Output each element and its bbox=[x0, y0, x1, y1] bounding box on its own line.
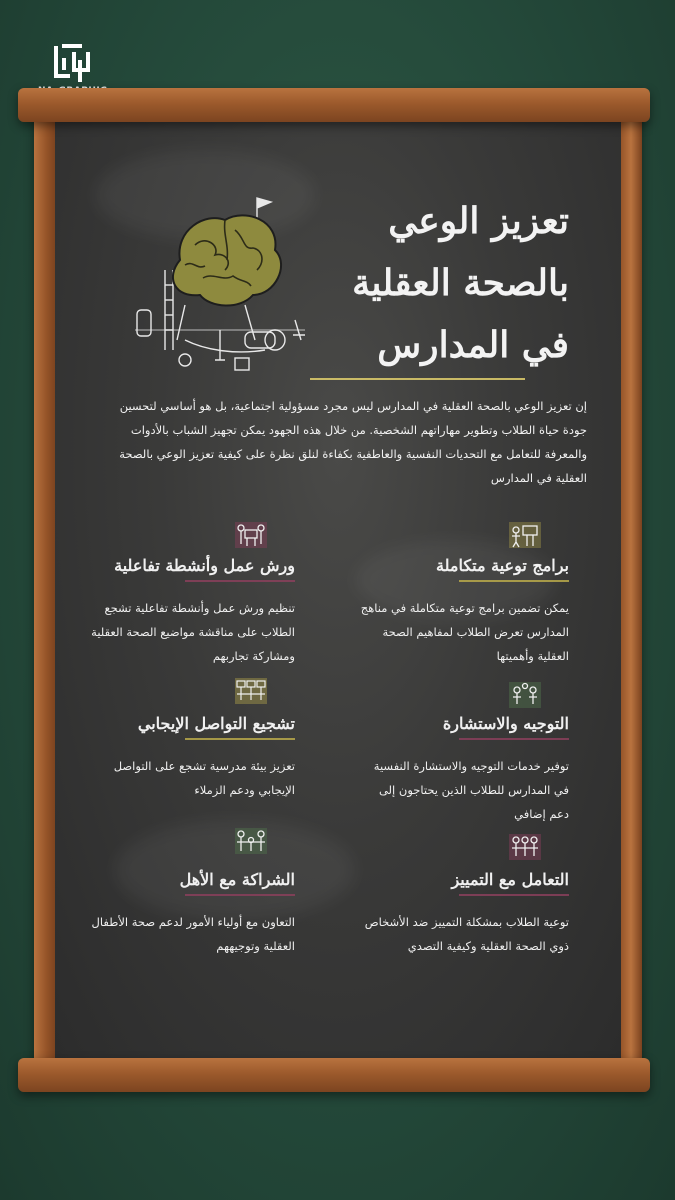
item-underline bbox=[185, 738, 295, 740]
item-workshops bbox=[85, 554, 295, 668]
item-title: ورش عمل وأنشطة تفاعلية bbox=[114, 556, 295, 575]
item-underline bbox=[459, 894, 569, 896]
item-body: تعزيز بيئة مدرسية تشجع على التواصل الإيجابي ودعم الزملاء bbox=[113, 759, 295, 797]
item-body: توعية الطلاب بمشكلة التمييز ضد الأشخاص ذوي الصحة العقلية وكيفية التصدي bbox=[364, 915, 569, 953]
item-counseling bbox=[359, 712, 569, 826]
title-line-1: تعزيز الوعي bbox=[388, 200, 569, 242]
item-body: التعاون مع أولياء الأمور لدعم صحة الأطفال العقلية وتوجيههم bbox=[91, 915, 295, 953]
frame-left bbox=[34, 110, 56, 1070]
intro-paragraph: إن تعزيز الوعي بالصحة العقلية في المدارس ليس مجرد مسؤولية اجتماعية، بل هو أساسي لتحسين جودة حياة الطلاب وتطوير مهاراتهم الشخصية. من خلال هذه الجهود يمكن تجهيز الشباب بالأدوات والمعرفة للتعامل مع التحديات النفسية والعاطفية بكفاءة لنلق نظرة على كيفية تعزيز الوعي بالصحة العقلية في المدارس bbox=[119, 399, 587, 485]
title-underline bbox=[310, 378, 525, 380]
item-body: توفير خدمات التوجيه والاستشارة النفسية في المدارس للطلاب الذين يحتاجون إلى دعم إضافي bbox=[373, 759, 569, 821]
item-parents-partnership bbox=[85, 868, 295, 958]
item-title: برامج توعية متكاملة bbox=[436, 556, 569, 575]
item-title: الشراكة مع الأهل bbox=[179, 870, 295, 889]
chalkboard bbox=[55, 120, 621, 1060]
page-title bbox=[309, 190, 569, 376]
brand-mark-icon bbox=[50, 40, 94, 84]
brain-illustration bbox=[125, 190, 315, 390]
frame-bottom bbox=[18, 1058, 650, 1092]
item-discrimination bbox=[359, 868, 569, 958]
frame-right bbox=[620, 110, 642, 1070]
item-title: التوجيه والاستشارة bbox=[442, 714, 569, 733]
group-icon bbox=[233, 676, 269, 706]
item-underline bbox=[185, 580, 295, 582]
item-body: تنظيم ورش عمل وأنشطة تفاعلية تشجع الطلاب على مناقشة مواضيع الصحة العقلية ومشاركة تجاربهم bbox=[91, 601, 295, 663]
counseling-icon bbox=[507, 680, 543, 710]
people-icon bbox=[507, 832, 543, 862]
item-awareness-programs bbox=[359, 554, 569, 668]
item-body: يمكن تضمين برامج توعية متكاملة في مناهج المدارس تعرض الطلاب لمفاهيم الصحة العقلية وأهميتها bbox=[360, 601, 569, 663]
item-title: التعامل مع التمييز bbox=[451, 870, 569, 889]
title-line-3: في المدارس bbox=[377, 324, 569, 366]
title-line-2: بالصحة العقلية bbox=[352, 262, 569, 304]
workshop-icon bbox=[233, 520, 269, 550]
item-title: تشجيع التواصل الإيجابي bbox=[137, 714, 295, 733]
item-underline bbox=[185, 894, 295, 896]
classroom-icon bbox=[507, 520, 543, 550]
item-positive-communication bbox=[85, 712, 295, 802]
item-underline bbox=[459, 580, 569, 582]
family-icon bbox=[233, 826, 269, 856]
item-underline bbox=[459, 738, 569, 740]
frame-top bbox=[18, 88, 650, 122]
